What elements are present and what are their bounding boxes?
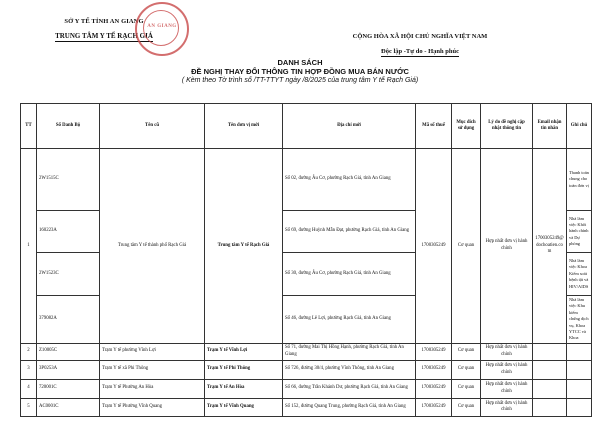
row-muc-dich: Cơ quan bbox=[452, 343, 481, 360]
row-dia-chi: Số 66, đường Trần Khánh Dư, phường Rạch Giá, tỉnh An Giang bbox=[283, 379, 416, 398]
row-ghi-chu: Thanh toán chung cho toàn đơn vị bbox=[567, 149, 592, 211]
row-ma-so-thue: 1700305249 bbox=[416, 360, 452, 379]
row-ghi-chu bbox=[567, 360, 592, 379]
row-tt: 5 bbox=[21, 398, 37, 416]
row-ten-moi: Trạm Y tế Vĩnh Quang bbox=[205, 398, 283, 416]
water-contract-table bbox=[20, 103, 592, 417]
row-so-danh-bo: 379082A bbox=[37, 296, 100, 344]
row-ten-moi: Trạm Y tế An Hòa bbox=[205, 379, 283, 398]
row-email bbox=[533, 343, 567, 360]
table-header-row bbox=[21, 104, 592, 149]
header-ten-cu: Tên cũ bbox=[100, 104, 205, 149]
row-ten-moi: Trạm Y tế Vĩnh Lợi bbox=[205, 343, 283, 360]
row-dia-chi: Số 71, đường Mai Thị Hồng Hạnh, phường Rạch Giá, tỉnh An Giang bbox=[283, 343, 416, 360]
national-header bbox=[330, 33, 510, 58]
row-ghi-chu bbox=[567, 379, 592, 398]
row-ly-do: Hợp nhất đơn vị hành chính bbox=[481, 379, 533, 398]
header-ma-so-thue: Mã số thuế bbox=[416, 104, 452, 149]
table-row bbox=[21, 343, 592, 360]
row-so-danh-bo: 2W1515C bbox=[37, 149, 100, 211]
row-dia-chi: Số 152, đường Quang Trung, phường Rạch Giá, tỉnh An Giang bbox=[283, 398, 416, 416]
row-tt: 2 bbox=[21, 343, 37, 360]
row-ly-do: Hợp nhất đơn vị hành chính bbox=[481, 360, 533, 379]
row-tt: 3 bbox=[21, 360, 37, 379]
row-tt: 4 bbox=[21, 379, 37, 398]
row-ten-cu: Trung tâm Y tế thành phố Rạch Giá bbox=[100, 149, 205, 344]
row-ma-so-thue: 1700305249 bbox=[416, 379, 452, 398]
header-ten-moi: Tên đơn vị mới bbox=[205, 104, 283, 149]
header-so-danh-bo: Số Danh Bộ bbox=[37, 104, 100, 149]
row-ten-cu: Trạm Y tế Phường An Hòa bbox=[100, 379, 205, 398]
header-ghi-chu: Ghi chú bbox=[567, 104, 592, 149]
row-dia-chi: Số 46, đường Lê Lợi, phường Rạch Giá, tỉnh An Giang bbox=[283, 296, 416, 344]
row-dia-chi: Số 30, đường Âu Cơ, phường Rạch Giá, tỉnh An Giang bbox=[283, 253, 416, 296]
row-ghi-chu bbox=[567, 343, 592, 360]
table-row bbox=[21, 149, 592, 211]
row-muc-dich: Cơ quan bbox=[452, 360, 481, 379]
row-ly-do: Hợp nhất đơn vị hành chính bbox=[481, 398, 533, 416]
header-dia-chi-moi: Địa chỉ mới bbox=[283, 104, 416, 149]
table-row bbox=[21, 398, 592, 416]
row-so-danh-bo: AC0001C bbox=[37, 398, 100, 416]
row-muc-dich: Cơ quan bbox=[452, 398, 481, 416]
document-subtitle: ĐỀ NGHỊ THAY ĐỔI THÔNG TIN HỢP ĐỒNG MUA BÁN NƯỚC bbox=[191, 67, 409, 76]
header-ly-do: Lý do đề nghị cập nhật thông tin bbox=[481, 104, 533, 149]
row-email bbox=[533, 398, 567, 416]
row-ghi-chu bbox=[567, 398, 592, 416]
document-reference: ( Kèm theo Tờ trình số /TT-TTYT ngày /8/2025 của trung tâm Y tế Rạch Giá) bbox=[181, 77, 419, 84]
row-dia-chi: Số 726, đường 30/4, phường Vĩnh Thông, tỉnh An Giang bbox=[283, 360, 416, 379]
row-ten-cu: Trạm Y tế xã Phi Thông bbox=[100, 360, 205, 379]
row-muc-dich: Cơ quan bbox=[452, 379, 481, 398]
header-email: Email nhận tin nhắn bbox=[533, 104, 567, 149]
row-ten-cu: Trạm Y tế phường Vĩnh Lợi bbox=[100, 343, 205, 360]
document-title: DANH SÁCH bbox=[277, 58, 323, 67]
stamp-text: AN GIANG bbox=[147, 24, 177, 29]
row-so-danh-bo: 160223A bbox=[37, 211, 100, 253]
national-motto: Độc lập -Tự do - Hạnh phúc bbox=[381, 48, 459, 55]
row-so-danh-bo: Z10005C bbox=[37, 343, 100, 360]
row-email bbox=[533, 360, 567, 379]
row-dia-chi: Số 69, đường Huỳnh Mẫn Đạt, phường Rạch Giá, tỉnh An Giang bbox=[283, 211, 416, 253]
row-so-danh-bo: 720001C bbox=[37, 379, 100, 398]
header-muc-dich: Mục đích sử dụng bbox=[452, 104, 481, 149]
row-so-danh-bo: 2W1523C bbox=[37, 253, 100, 296]
header-tt: TT bbox=[21, 104, 37, 149]
row-tt: 1 bbox=[21, 149, 37, 344]
row-dia-chi: Số 02, đường Âu Cơ, phường Rạch Giá, tỉnh An Giang bbox=[283, 149, 416, 211]
row-ma-so-thue: 1700305249 bbox=[416, 343, 452, 360]
official-stamp bbox=[135, 2, 189, 56]
national-title: CỘNG HÒA XÃ HỘI CHỦ NGHĨA VIỆT NAM bbox=[352, 33, 488, 40]
row-ly-do: Hợp nhất đơn vị hành chính bbox=[481, 343, 533, 360]
row-ma-so-thue: 1700305249 bbox=[416, 149, 452, 344]
row-ten-moi: Trung tâm Y tế Rạch Giá bbox=[205, 149, 283, 344]
table-row bbox=[21, 379, 592, 398]
row-so-danh-bo: 3P0253A bbox=[37, 360, 100, 379]
row-email: 1700305249@dochoatien.com bbox=[533, 149, 567, 344]
table-row bbox=[21, 360, 592, 379]
row-ten-cu: Trạm Y tế Phường Vĩnh Quang bbox=[100, 398, 205, 416]
row-muc-dich: Cơ quan bbox=[452, 149, 481, 344]
row-ly-do: Hợp nhất đơn vị hành chính bbox=[481, 149, 533, 344]
agency-name: TRUNG TÂM Y TẾ RẠCH GIÁ bbox=[55, 32, 153, 40]
row-ghi-chu: Nhà làm việc Khối hành chính và Dự phòng bbox=[567, 211, 592, 253]
row-ghi-chu: Nhà làm việc Khu kiểm chứng dịch vụ, Khoa YTCC và Khoa bbox=[567, 296, 592, 344]
parent-agency-name: SỞ Y TẾ TỈNH AN GIANG bbox=[64, 18, 144, 25]
row-ghi-chu: Nhà làm việc Khoa Kiểm soát bệnh tật và HIV/AIDS bbox=[567, 253, 592, 296]
row-ma-so-thue: 1700305249 bbox=[416, 398, 452, 416]
row-ten-moi: Trạm Y tế Phi Thông bbox=[205, 360, 283, 379]
row-email bbox=[533, 379, 567, 398]
